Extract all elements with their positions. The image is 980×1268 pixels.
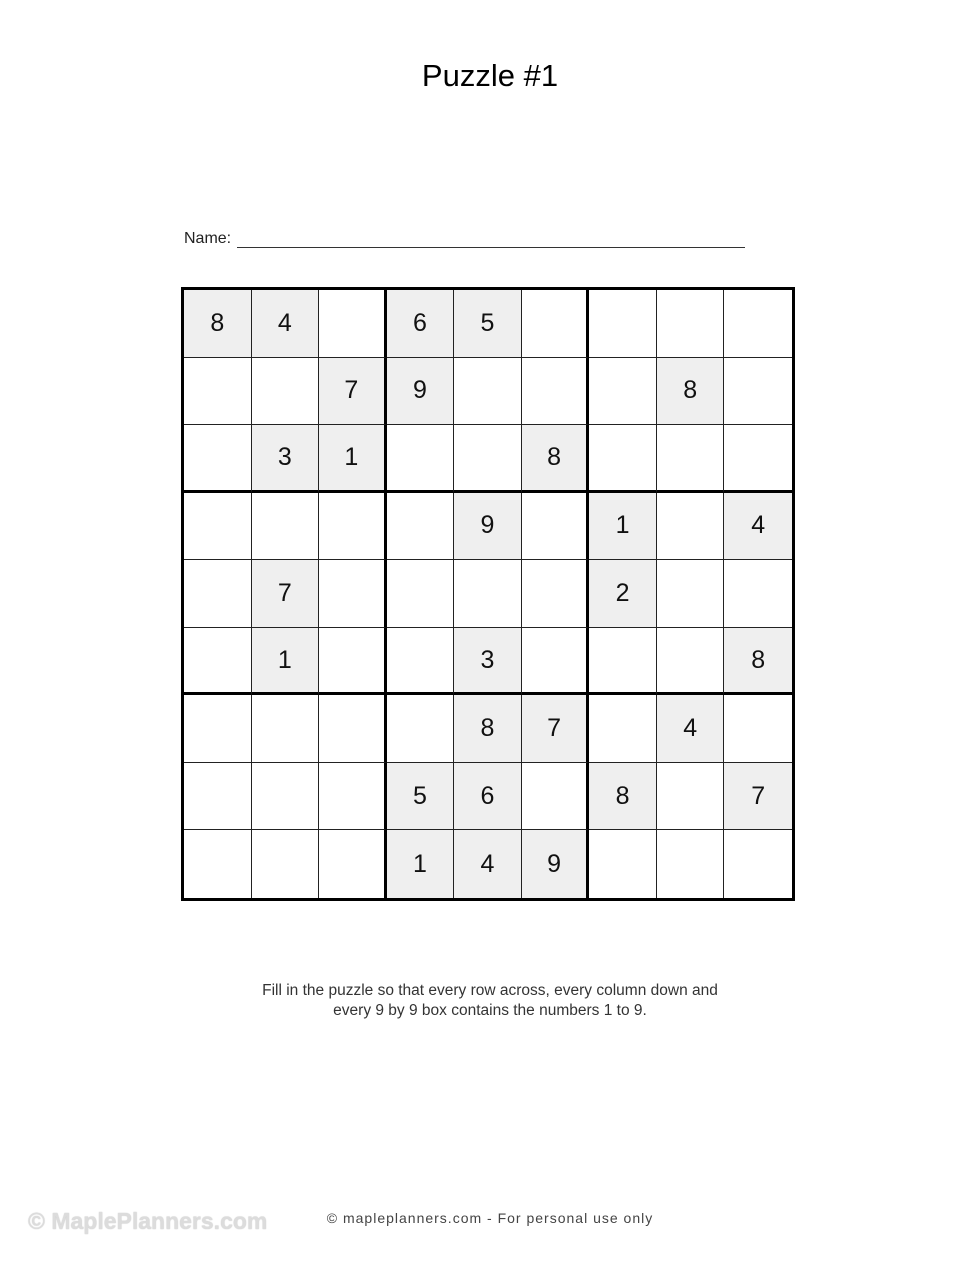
empty-cell[interactable] <box>657 830 725 898</box>
given-cell: 5 <box>387 763 455 831</box>
name-input-line[interactable] <box>237 231 745 248</box>
empty-cell[interactable] <box>319 628 387 696</box>
empty-cell[interactable] <box>319 560 387 628</box>
given-cell: 8 <box>522 425 590 493</box>
footer-copyright: © mapleplanners.com - For personal use only <box>326 1210 654 1226</box>
name-field-row <box>184 230 745 248</box>
empty-cell[interactable] <box>724 425 792 493</box>
empty-cell[interactable] <box>252 695 320 763</box>
empty-cell[interactable] <box>252 763 320 831</box>
empty-cell[interactable] <box>589 290 657 358</box>
watermark-logo: © MaplePlanners.com <box>28 1208 268 1234</box>
given-cell: 8 <box>724 628 792 696</box>
empty-cell[interactable] <box>252 358 320 426</box>
empty-cell[interactable] <box>319 290 387 358</box>
given-cell: 4 <box>657 695 725 763</box>
given-cell: 7 <box>319 358 387 426</box>
given-cell: 9 <box>522 830 590 898</box>
empty-cell[interactable] <box>454 358 522 426</box>
empty-cell[interactable] <box>454 425 522 493</box>
empty-cell[interactable] <box>522 290 590 358</box>
given-cell: 1 <box>319 425 387 493</box>
empty-cell[interactable] <box>589 695 657 763</box>
empty-cell[interactable] <box>184 628 252 696</box>
given-cell: 3 <box>252 425 320 493</box>
empty-cell[interactable] <box>657 763 725 831</box>
given-cell: 8 <box>657 358 725 426</box>
empty-cell[interactable] <box>252 493 320 561</box>
empty-cell[interactable] <box>184 560 252 628</box>
empty-cell[interactable] <box>184 358 252 426</box>
empty-cell[interactable] <box>589 425 657 493</box>
empty-cell[interactable] <box>589 830 657 898</box>
empty-cell[interactable] <box>184 763 252 831</box>
given-cell: 8 <box>454 695 522 763</box>
empty-cell[interactable] <box>724 560 792 628</box>
given-cell: 3 <box>454 628 522 696</box>
empty-cell[interactable] <box>724 830 792 898</box>
empty-cell[interactable] <box>657 425 725 493</box>
given-cell: 9 <box>387 358 455 426</box>
instructions-line-2: every 9 by 9 box contains the numbers 1 to 9. <box>333 1002 647 1019</box>
empty-cell[interactable] <box>522 358 590 426</box>
given-cell: 4 <box>454 830 522 898</box>
empty-cell[interactable] <box>522 628 590 696</box>
empty-cell[interactable] <box>387 560 455 628</box>
empty-cell[interactable] <box>319 830 387 898</box>
empty-cell[interactable] <box>522 763 590 831</box>
empty-cell[interactable] <box>657 628 725 696</box>
given-cell: 8 <box>184 290 252 358</box>
empty-cell[interactable] <box>184 695 252 763</box>
empty-cell[interactable] <box>522 493 590 561</box>
given-cell: 4 <box>724 493 792 561</box>
empty-cell[interactable] <box>657 493 725 561</box>
empty-cell[interactable] <box>387 628 455 696</box>
given-cell: 6 <box>454 763 522 831</box>
empty-cell[interactable] <box>184 830 252 898</box>
empty-cell[interactable] <box>724 695 792 763</box>
given-cell: 6 <box>387 290 455 358</box>
instructions <box>0 981 980 1021</box>
empty-cell[interactable] <box>184 425 252 493</box>
given-cell: 8 <box>589 763 657 831</box>
empty-cell[interactable] <box>657 560 725 628</box>
empty-cell[interactable] <box>387 425 455 493</box>
given-cell: 5 <box>454 290 522 358</box>
given-cell: 4 <box>252 290 320 358</box>
empty-cell[interactable] <box>589 628 657 696</box>
instructions-line-1: Fill in the puzzle so that every row across, every column down and <box>262 982 718 999</box>
empty-cell[interactable] <box>454 560 522 628</box>
empty-cell[interactable] <box>319 763 387 831</box>
given-cell: 7 <box>522 695 590 763</box>
name-label: Name: <box>184 230 232 247</box>
empty-cell[interactable] <box>387 493 455 561</box>
empty-cell[interactable] <box>319 695 387 763</box>
given-cell: 7 <box>724 763 792 831</box>
given-cell: 1 <box>387 830 455 898</box>
given-cell: 9 <box>454 493 522 561</box>
empty-cell[interactable] <box>724 290 792 358</box>
empty-cell[interactable] <box>522 560 590 628</box>
empty-cell[interactable] <box>387 695 455 763</box>
given-cell: 1 <box>589 493 657 561</box>
empty-cell[interactable] <box>657 290 725 358</box>
sudoku-grid <box>181 287 795 901</box>
empty-cell[interactable] <box>319 493 387 561</box>
empty-cell[interactable] <box>589 358 657 426</box>
empty-cell[interactable] <box>252 830 320 898</box>
puzzle-title: Puzzle #1 <box>421 58 559 93</box>
given-cell: 7 <box>252 560 320 628</box>
empty-cell[interactable] <box>184 493 252 561</box>
empty-cell[interactable] <box>724 358 792 426</box>
given-cell: 1 <box>252 628 320 696</box>
given-cell: 2 <box>589 560 657 628</box>
